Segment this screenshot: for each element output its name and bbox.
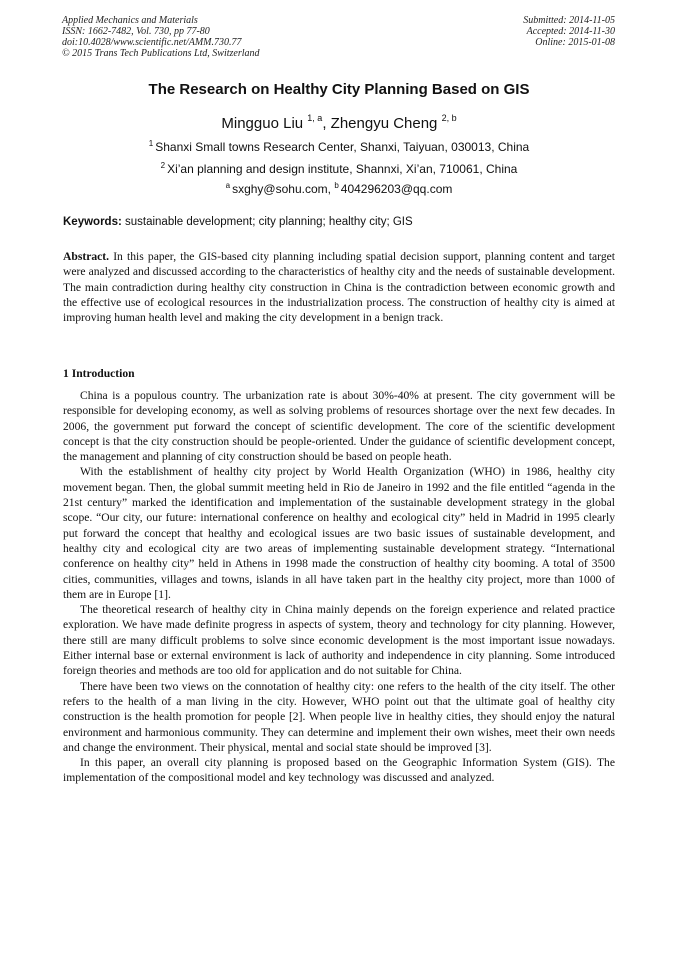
body-paragraph: With the establishment of healthy city project by World Health Organization (WHO) in 1986, healthy city movement began. Then, the global summit meeting held in Rio de Janeiro in 1992 and the file entitled “agenda in the 21st century” marked the identification and implementation of the sustainable development strategy in the global scope. “Our city, our future: international conference on healthy and ecological city” held in Madrid in 1995 clearly put forward the concept that healthy and ecological issues are two basic issues of sustainable development, and healthy city and ecological city are two areas of implementing sustainable development strategy. “International conference on healthy city” held in Athens in 1998 made the construction of healthy city booming. A total of 3500 cities, communities, villages and towns, islands in all have taken part in the healthy city project, more than 1000 of them are in Europe [1].	[63, 465, 615, 601]
journal-copyright: © 2015 Trans Tech Publications Ltd, Switzerland	[62, 48, 260, 59]
journal-header-left	[62, 15, 260, 59]
journal-issn: ISSN: 1662-7482, Vol. 730, pp 77-80	[62, 26, 210, 37]
author-list: Mingguo Liu $^{1, a}$, Zhengyu Cheng $^{2, b}$	[221, 113, 457, 132]
author-superscript: 2, b	[441, 113, 457, 123]
affiliation-superscript: 2	[160, 161, 166, 170]
affiliation-text: Xi’an planning and design institute, Shannxi, Xi’an, 710061, China	[167, 162, 518, 176]
email-superscript: b	[334, 181, 339, 190]
keywords	[63, 216, 615, 228]
author-emails	[0, 181, 678, 196]
body-paragraph: There have been two views on the connotation of healthy city: one refers to the health of the city itself. The other refers to the health of a man living in the city. However, WHO point out that the ultimate goal of healthy city construction is the health promotion for people [2]. When people live in healthy cities, they should enjoy the natural environment and harmonious community. They can determine and implement their own wishes, meet their own needs and change the environment. Their physical, mental and social state should be improved [3].	[63, 679, 615, 754]
affiliation-text: Shanxi Small towns Research Center, Shanxi, Taiyuan, 030013, China	[155, 140, 530, 154]
section-heading: 1 Introduction	[63, 367, 135, 380]
section-body	[63, 388, 615, 786]
journal-doi[interactable]: doi:10.4028/www.scientific.net/AMM.730.77	[62, 37, 242, 48]
keywords-text: sustainable development; city planning; healthy city; GIS	[121, 216, 413, 228]
affiliation-1	[0, 139, 678, 154]
keywords-label: Keywords:	[63, 216, 122, 228]
journal-header-right	[523, 15, 615, 48]
body-paragraph: The theoretical research of healthy city in China mainly depends on the foreign experience and related practice exploration. We have made definite progress in aspects of system, theory and technology for city planning. However, there still are many difficult problems to solve since economic development is the most important issue nowadays. Either internal base or external environment is lack of authority and independence in city planning. Some introduced foreign theories and methods are too old for application and do not suitable for China.	[63, 603, 615, 678]
abstract	[63, 249, 615, 325]
paper-title: The Research on Healthy City Planning Based on GIS	[148, 81, 530, 98]
author-superscript: 1, a	[307, 113, 323, 123]
affiliation-2	[0, 161, 678, 176]
abstract-text: In this paper, the GIS-based city planning including spatial decision support, planning content and target were analyzed and discussed according to the characteristics of healthy city and the needs of sustainable development. The main contradiction during healthy city construction in China is the contradiction between economic growth and the effective use of ecological resources in the industrialization process. The construction of healthy city is aimed at improving human health level and making the city development in a benign track.	[63, 250, 615, 325]
author-name: Mingguo Liu	[221, 115, 304, 132]
body-paragraph: China is a populous country. The urbanization rate is about 30%-40% at present. The city government will be responsible for developing economy, as well as solving problems of resources shortage over the next few decades. In 2006, the government put forward the concept of scientific development. The core of the scientific development concept is that the city construction should be people-oriented. Under the guidance of scientific development concept, the management and planning of city construction should be based on people heath.	[63, 389, 615, 464]
abstract-label: Abstract.	[63, 250, 110, 263]
email-link[interactable]: 404296203@qq.com	[340, 182, 453, 196]
online-date: Online: 2015-01-08	[535, 37, 615, 48]
affiliation-superscript: 1	[148, 139, 154, 148]
accepted-date: Accepted: 2014-11-30	[526, 26, 615, 37]
body-paragraph: In this paper, an overall city planning is proposed based on the Geographic Information System (GIS). The implementation of the compositional model and key technology was discussed and analyzed.	[63, 756, 615, 785]
email-superscript: a	[225, 181, 231, 190]
journal-name: Applied Mechanics and Materials	[62, 15, 198, 26]
email-link[interactable]: sxghy@sohu.com,	[232, 182, 335, 196]
submitted-date: Submitted: 2014-11-05	[523, 15, 615, 26]
author-name: Zhengyu Cheng	[330, 115, 438, 132]
